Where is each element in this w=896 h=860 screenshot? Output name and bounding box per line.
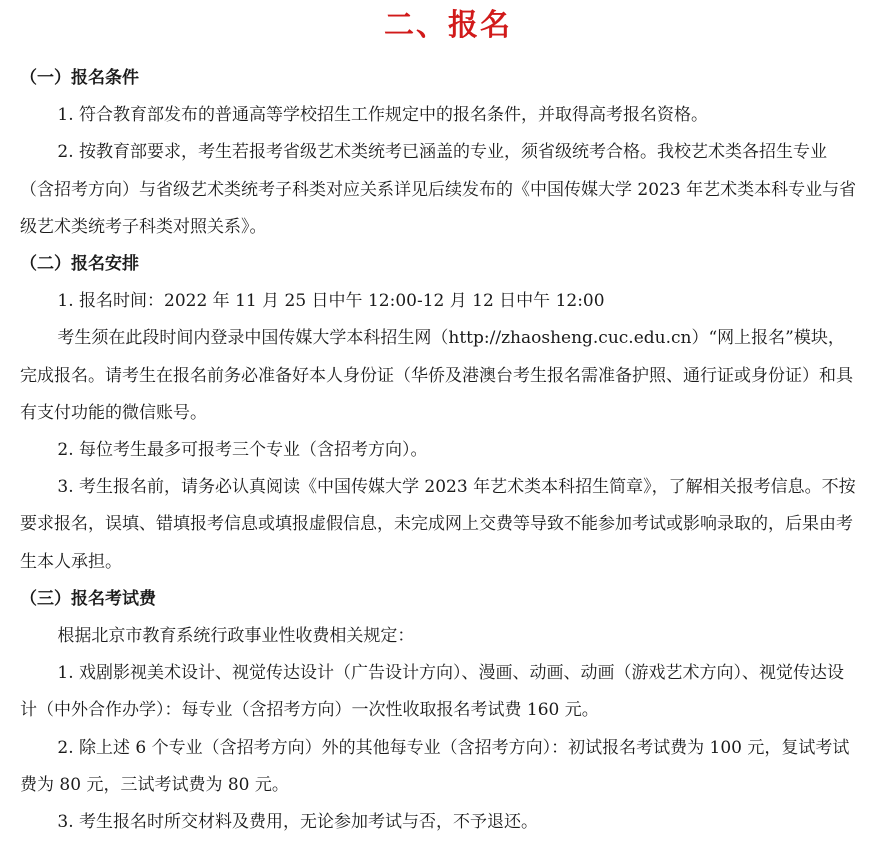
paragraph: 2. 每位考生最多可报考三个专业（含招考方向）。 bbox=[57, 440, 428, 461]
paragraph: 1. 符合教育部发布的普通高等学校招生工作规定中的报名条件，并取得高考报名资格。 bbox=[57, 105, 709, 126]
section-heading-registration-conditions: （一）报名条件 bbox=[20, 68, 139, 88]
paragraph: 3. 考生报名前，请务必认真阅读《中国传媒大学 2023 年艺术类本科招生简章》，了解相关报考信息。不按要求报名，误填、错填报考信息或填报虚假信息，未完成网上交费等导致不能参加考试或影响录取的，后果由考生本人承担。 bbox=[20, 477, 856, 572]
paragraph: 考生须在此段时间内登录中国传媒大学本科招生网（http://zhaosheng.cuc.edu.cn）“网上报名”模块，完成报名。请考生在报名前务必准备好本人身份证（华侨及港澳台考生报名需准备护照、通行证或身份证）和具有支付功能的微信账号。 bbox=[20, 328, 853, 423]
section-heading-registration-arrangement: （二）报名安排 bbox=[20, 254, 139, 275]
section-heading-registration-fee: （三）报名考试费 bbox=[20, 588, 156, 609]
paragraph: 3. 考生报名时所交材料及费用，无论参加考试与否，不予退还。 bbox=[57, 812, 539, 833]
paragraph: 根据北京市教育系统行政事业性收费相关规定： bbox=[57, 626, 415, 647]
document-body bbox=[20, 60, 858, 841]
page-title: 二、报名 bbox=[384, 8, 512, 43]
paragraph: 1. 报名时间：2022 年 11 月 25 日中午 12:00-12 月 12 日中午 12:00 bbox=[57, 291, 605, 312]
paragraph: 2. 除上述 6 个专业（含招考方向）外的其他每专业（含招考方向）：初试报名考试费为 100 元，复试考试费为 80 元，三试考试费为 80 元。 bbox=[20, 737, 850, 795]
paragraph: 2. 按教育部要求，考生若报考省级艺术类统考已涵盖的专业，须省级统考合格。我校艺术类各招生专业（含招考方向）与省级艺术类统考子科类对应关系详见后续发布的《中国传媒大学 2023 年艺术类本科专业与省级艺术类统考子科类对照关系》。 bbox=[20, 142, 857, 237]
paragraph: 1. 戏剧影视美术设计、视觉传达设计（广告设计方向）、漫画、动画、动画（游戏艺术方向）、视觉传达设计（中外合作办学）：每专业（含招考方向）一次性收取报名考试费 160 元。 bbox=[20, 663, 845, 721]
